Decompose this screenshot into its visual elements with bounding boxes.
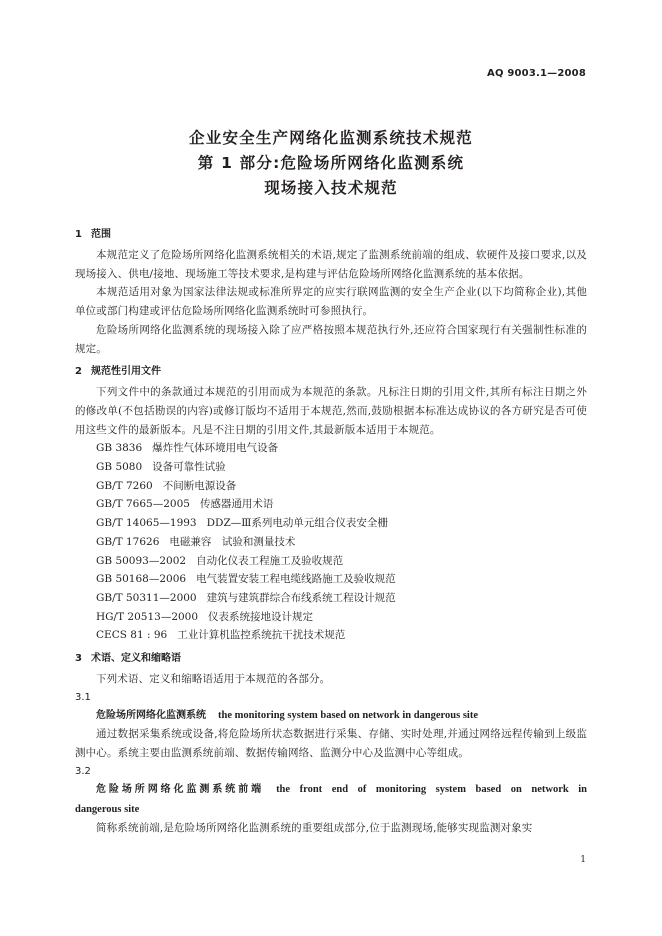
reference-item bbox=[75, 458, 587, 477]
term-entry bbox=[75, 706, 587, 726]
reference-code: GB/T 7665—2005 bbox=[96, 498, 190, 511]
section-3-heading bbox=[75, 650, 587, 667]
section-2-heading bbox=[75, 363, 587, 380]
reference-list bbox=[75, 439, 587, 645]
reference-title: 设备可靠性试验 bbox=[152, 461, 226, 474]
section-1-heading bbox=[75, 226, 587, 243]
reference-code: CECS 81 : 96 bbox=[96, 629, 168, 642]
reference-title: 爆炸性气体环境用电气设备 bbox=[152, 442, 279, 455]
term-definition: 简称系统前端,是危险场所网络化监测系统的重要组成部分,位于监测现场,能够实现监测对象实 bbox=[96, 822, 533, 835]
reference-code: GB/T 50311—2000 bbox=[96, 591, 197, 604]
term-number: 3.1 bbox=[75, 691, 91, 703]
term-entry bbox=[75, 780, 587, 800]
scope-paragraph-1: 本规范定义了危险场所网络化监测系统相关的术语,规定了监测系统前端的组成、软硬件及接口要求,以及现场接入、供电/接地、现场施工等技术要求,是构建与评估危险场所网络化监测系统的基本依据。 bbox=[75, 249, 587, 280]
reference-code: GB 50093—2002 bbox=[96, 554, 187, 567]
term-entry-continued bbox=[75, 800, 587, 820]
document-body bbox=[75, 226, 587, 838]
reference-code: GB 50168—2006 bbox=[96, 573, 187, 586]
page-number: 1 bbox=[580, 855, 586, 865]
standard-code: AQ 9003.1—2008 bbox=[487, 68, 586, 79]
reference-item bbox=[75, 514, 587, 533]
section-title: 规范性引用文件 bbox=[91, 366, 161, 378]
reference-code: GB/T 17626 bbox=[96, 535, 160, 548]
reference-title: 工业计算机监控系统抗干扰技术规范 bbox=[177, 629, 346, 642]
document-title bbox=[0, 126, 662, 201]
reference-code: GB 5080 bbox=[96, 461, 143, 474]
section-number: 1 bbox=[75, 229, 82, 240]
term-chinese: 危险场所网络化监测系统前端 bbox=[96, 783, 265, 795]
reference-item bbox=[75, 552, 587, 571]
reference-item bbox=[75, 477, 587, 496]
reference-item bbox=[75, 589, 587, 608]
reference-item bbox=[75, 495, 587, 514]
reference-title: 自动化仪表工程施工及验收规范 bbox=[196, 554, 344, 567]
title-line-1: 企业安全生产网络化监测系统技术规范 bbox=[189, 129, 473, 147]
section-title: 范围 bbox=[91, 229, 111, 240]
section-number: 3 bbox=[75, 653, 82, 665]
reference-title: 电磁兼容 试验和测量技术 bbox=[169, 535, 296, 548]
reference-title: 不间断电源设备 bbox=[162, 479, 237, 492]
term-definition: 通过数据采集系统或设备,将危险场所状态数据进行采集、存储、实时处理,并通过网络远程传输到上级监测中心。系统主要由监测系统前端、数据传输网络、监测分中心及监测中心等组成。 bbox=[75, 728, 587, 760]
title-line-2: 第 1 部分:危险场所网络化监测系统 bbox=[197, 154, 465, 172]
reference-title: 传感器通用术语 bbox=[199, 498, 274, 511]
reference-item bbox=[75, 533, 587, 552]
reference-code: GB 3836 bbox=[96, 442, 143, 455]
section-title: 术语、定义和缩略语 bbox=[91, 653, 181, 665]
reference-code: GB/T 7260 bbox=[96, 479, 153, 492]
terms-intro: 下列术语、定义和缩略语适用于本规范的各部分。 bbox=[96, 673, 331, 686]
reference-code: GB/T 14065—1993 bbox=[96, 517, 197, 530]
reference-item bbox=[75, 439, 587, 458]
term-number: 3.2 bbox=[75, 765, 91, 777]
term-english: the front end of monitoring system based on network in bbox=[276, 783, 588, 795]
title-line-3: 现场接入技术规范 bbox=[264, 179, 398, 197]
scope-paragraph-2: 本规范适用对象为国家法律法规或标准所界定的应实行联网监测的安全生产企业(以下均简称企业),其他单位或部门构建或评估危险场所网络化监测系统时可参照执行。 bbox=[75, 286, 587, 318]
reference-item bbox=[75, 626, 587, 645]
reference-title: DDZ—Ⅲ系列电动单元组合仪表安全栅 bbox=[206, 517, 388, 530]
reference-code: HG/T 20513—2000 bbox=[96, 610, 199, 623]
reference-item bbox=[75, 608, 587, 627]
section-number: 2 bbox=[75, 366, 82, 378]
reference-title: 仪表系统接地设计规定 bbox=[208, 610, 314, 623]
reference-title: 电气装置安装工程电缆线路施工及验收规范 bbox=[196, 573, 396, 586]
term-english-continued: dangerous site bbox=[75, 803, 140, 815]
reference-title: 建筑与建筑群综合布线系统工程设计规范 bbox=[206, 591, 396, 604]
scope-paragraph-3: 危险场所网络化监测系统的现场接入除了应严格按照本规范执行外,还应符合国家现行有关强制性标准的规定。 bbox=[75, 323, 587, 355]
reference-item bbox=[75, 570, 587, 589]
term-chinese: 危险场所网络化监测系统 bbox=[96, 709, 206, 721]
term-english: the monitoring system based on network in dangerous site bbox=[218, 709, 478, 721]
normative-references-intro: 下列文件中的条款通过本规范的引用而成为本规范的条款。凡标注日期的引用文件,其所有标注日期之外的修改单(不包括勘误的内容)或修订版均不适用于本规范,然而,鼓励根据本标准达成协议的各方研究是否可使用这些文件的最新版本。凡是不注日期的引用文件,其最新版本适用于本规范。 bbox=[75, 386, 587, 436]
